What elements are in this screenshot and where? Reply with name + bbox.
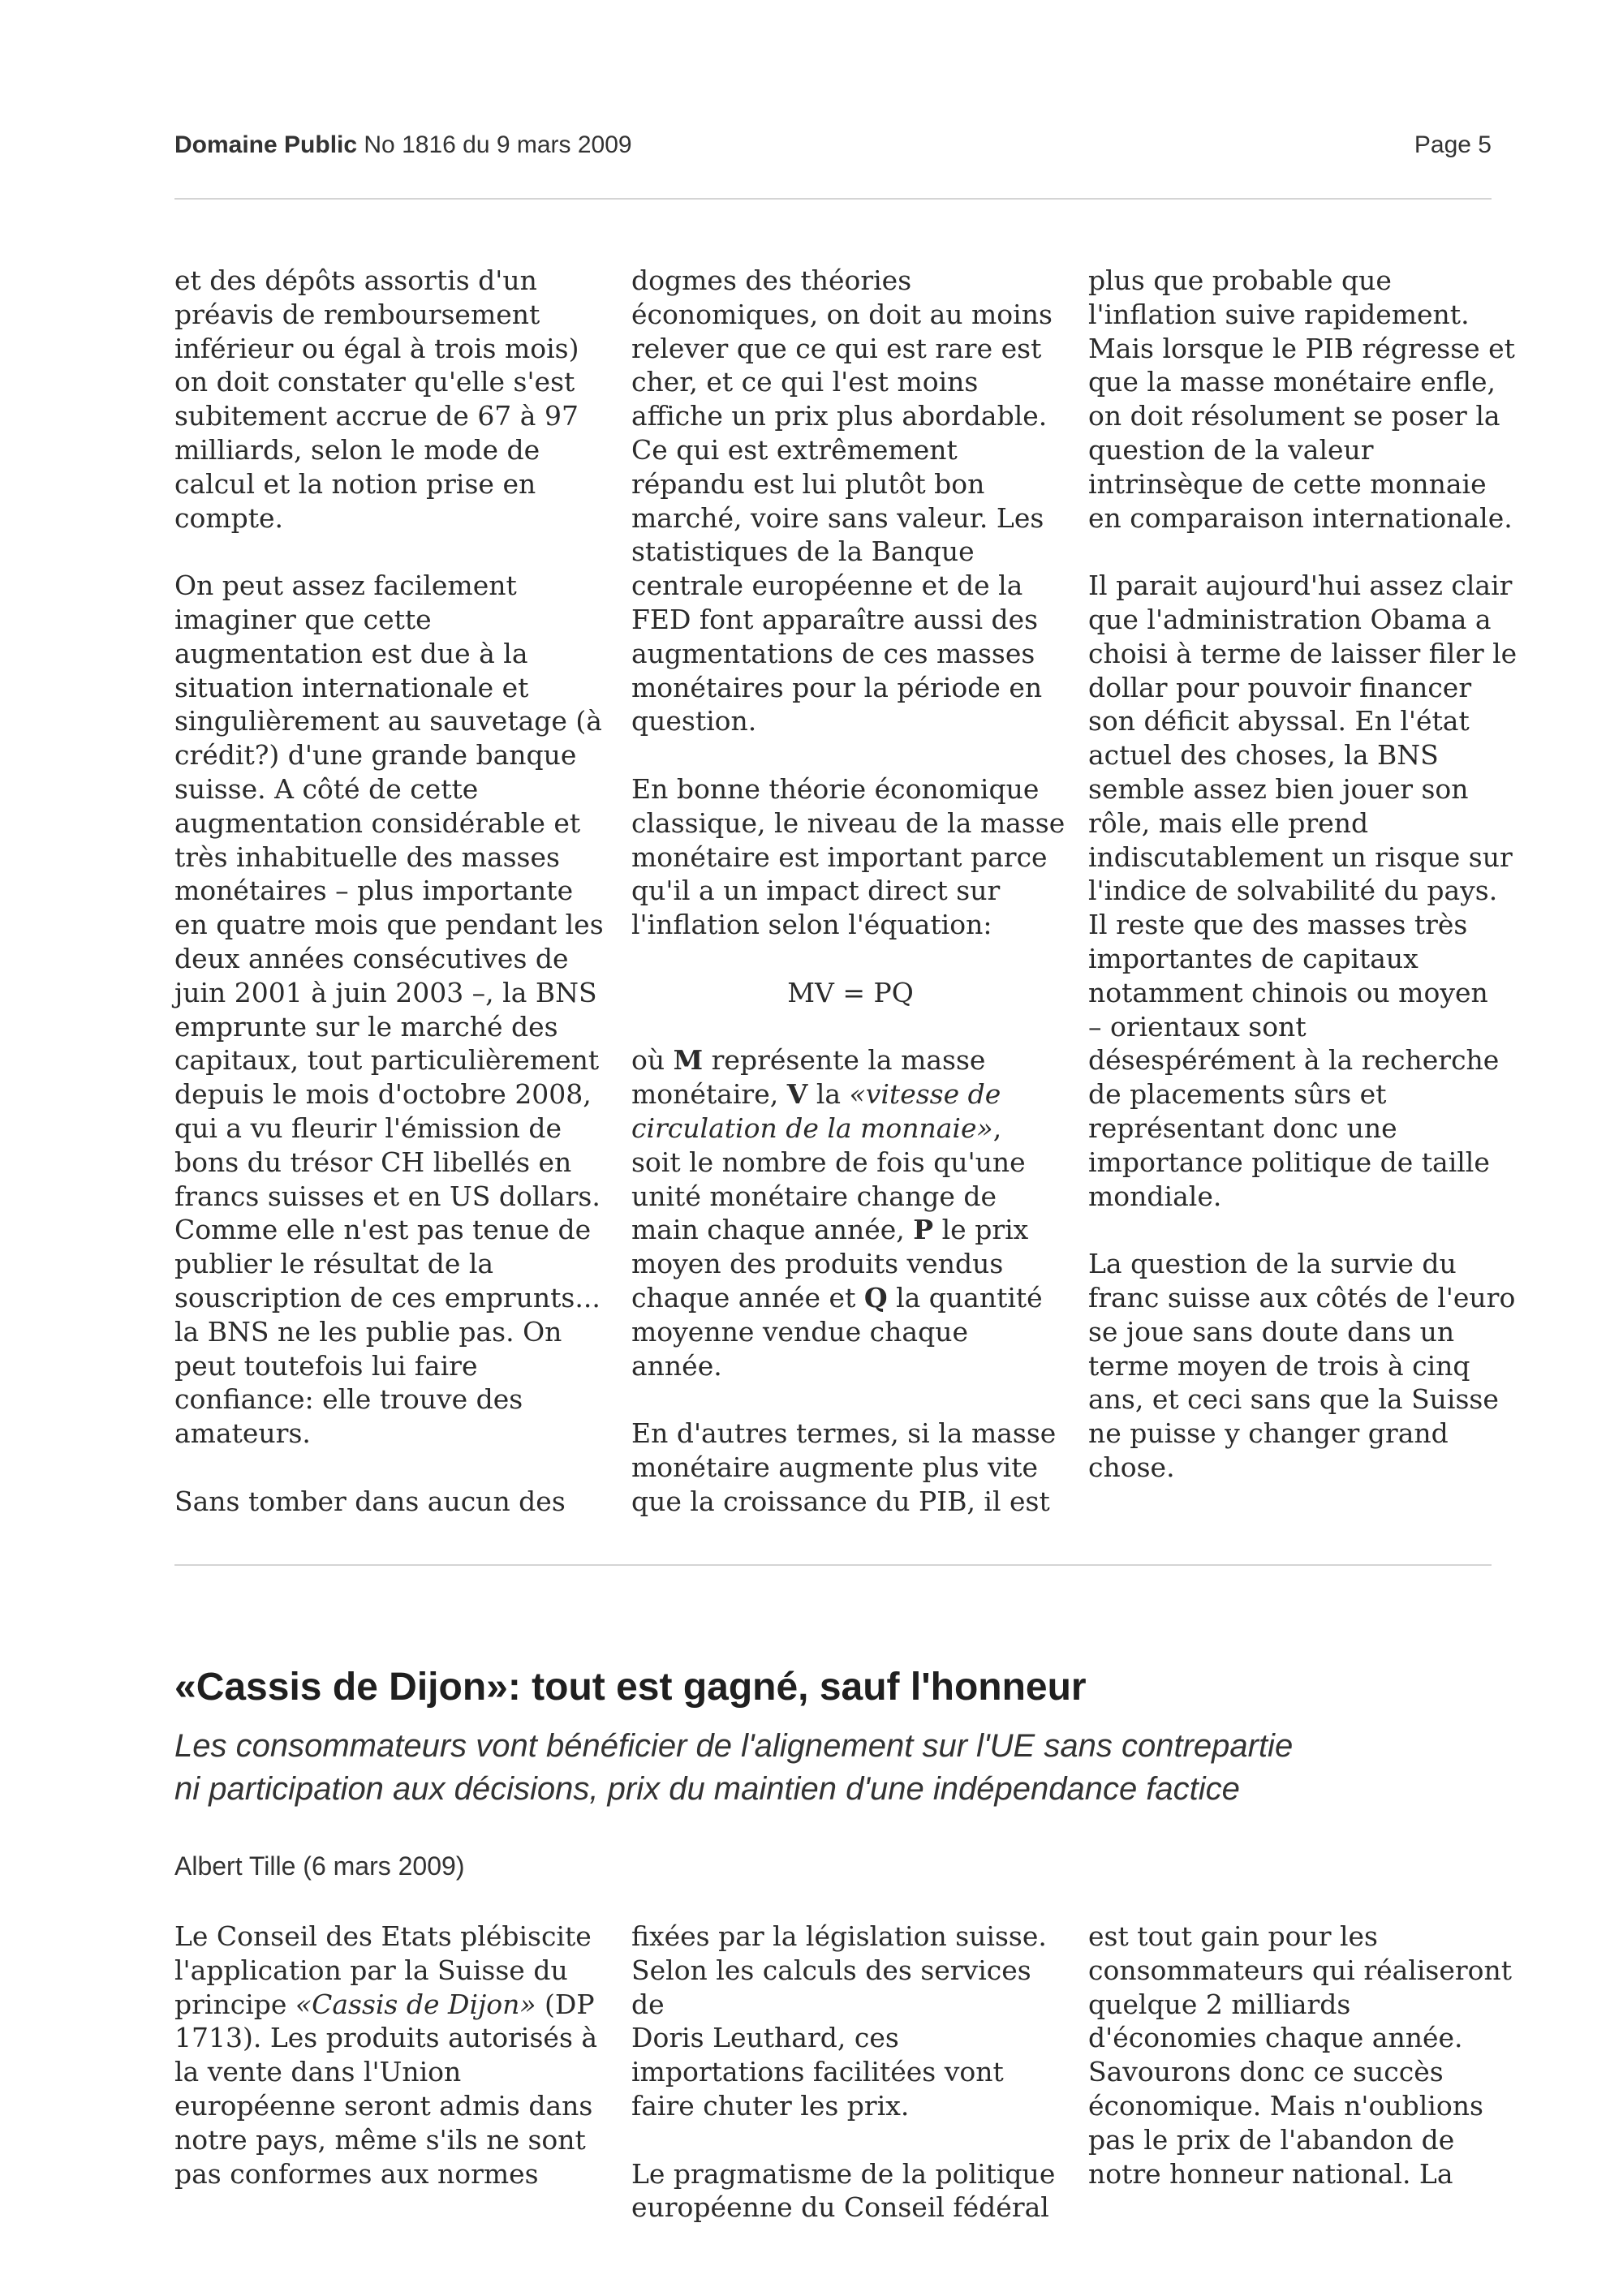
paragraph [174, 1485, 613, 1519]
text-run: est tout gain pour les consommateurs qui réaliseront quelque 2 milliards d'économies chaque année. Savourons donc ce succès économique. Mais n'oublions pas le prix de l'abandon de notre honneur national. La [1088, 1920, 1513, 2190]
paragraph [174, 569, 613, 1451]
paragraph [631, 264, 1070, 738]
text-run: , soit le nombre de fois qu'une unité monétaire change de main chaque année, [631, 1111, 1026, 1246]
text-run: MV = PQ [787, 976, 914, 1008]
paragraph [174, 264, 613, 535]
paragraph [1088, 569, 1526, 1213]
variable-term: P [913, 1214, 934, 1246]
text-run: où [631, 1044, 674, 1077]
text-run: dogmes des théories économiques, on doit au moins relever que ce qui est rare est cher, et ce qui l'est moins affiche un prix plus abordable. Ce qui est extrêmement répandu est lui plutôt bon marché, voire sans valeur. Les statistiques de la Banque centrale européenne et de la FED font apparaître aussi des augmentations de ces masses monétaires pour la période en question. [631, 264, 1053, 737]
paragraph [1088, 1920, 1526, 2191]
header-divider [174, 198, 1492, 200]
paragraph [631, 1417, 1070, 1518]
paragraph [631, 1043, 1070, 1382]
page-number: Page 5 [1414, 131, 1492, 158]
publication-name: Domaine Public [174, 131, 358, 158]
variable-term: M [673, 1044, 704, 1077]
page-header [174, 131, 1492, 164]
paragraph [631, 772, 1070, 942]
text-run: (DP 1713). Les produits autorisés à la vente dans l'Union européenne seront admis dans notre pays, même s'ils ne sont pas conformes aux normes [174, 1988, 598, 2190]
second-article-column-2 [631, 1920, 1070, 2225]
variable-term: Q [863, 1281, 888, 1314]
text-run: représente la masse monétaire, [631, 1044, 986, 1111]
paragraph [174, 1920, 613, 2191]
paragraph [1088, 264, 1526, 535]
article-title: «Cassis de Dijon»: tout est gagné, sauf l'honneur [174, 1666, 1087, 1709]
article-byline: Albert Tille (6 mars 2009) [174, 1851, 465, 1881]
paragraph [631, 1920, 1070, 2123]
article-subtitle: Les consommateurs vont bénéficier de l'alignement sur l'UE sans contrepartie ni participation aux décisions, prix du maintien d'une indépendance factice [174, 1728, 1294, 1807]
text-run: Sans tomber dans aucun des [174, 1485, 566, 1517]
issue-info: No 1816 du 9 mars 2009 [364, 131, 632, 158]
text-run: plus que probable que l'inflation suive rapidement. Mais lorsque le PIB régresse et que la masse monétaire enfle, on doit résolument se poser la question de la valeur intrinsèque de cette monnaie en comparaison internationale. [1088, 264, 1515, 534]
text-run: En bonne théorie économique classique, le niveau de la masse monétaire est important parce qu'il a un impact direct sur l'inflation selon l'équation: [631, 772, 1065, 941]
top-article-column-3 [1088, 264, 1526, 1485]
text-run: la quantité moyenne vendue chaque année. [631, 1281, 1043, 1382]
text-run: Il parait aujourd'hui assez clair que l'administration Obama a choisi à terme de laisser filer le dollar pour pouvoir financer son déficit abyssal. En l'état actuel des choses, la BNS semble assez bien jouer son rôle, mais elle prend indiscutablement un risque sur l'indice de solvabilité du pays. Il reste que des masses très importantes de capitaux notamment chinois ou moyen – orientaux sont désespérément à la recherche de placements sûrs et représentant donc une importance politique de taille mondiale. [1088, 570, 1518, 1212]
emphasis-text: «vitesse de circulation de la monnaie» [631, 1078, 1001, 1144]
text-run: La question de la survie du franc suisse aux côtés de l'euro se joue sans doute dans un terme moyen de trois à cinq ans, et ceci sans que la Suisse ne puisse y changer grand chose. [1088, 1248, 1516, 1483]
article-divider [174, 1564, 1492, 1566]
formula [631, 976, 1070, 1010]
text-run: fixées par la législation suisse. Selon les calculs des services de Doris Leuthard, ces importations facilitées vont faire chuter les prix. [631, 1920, 1047, 2122]
text-run: la [807, 1078, 850, 1111]
text-run: Le pragmatisme de la politique européenne du Conseil fédéral [631, 2157, 1056, 2224]
text-run: et des dépôts assortis d'un préavis de remboursement inférieur ou égal à trois mois) on doit constater qu'elle s'est subitement accrue de 67 à 97 milliards, selon le mode de calcul et la notion prise en compte. [174, 264, 579, 534]
text-run: le prix moyen des produits vendus chaque année et [631, 1214, 1029, 1314]
emphasis-text: «Cassis de Dijon» [295, 1988, 536, 2020]
second-article-column-1 [174, 1920, 613, 2191]
second-article-column-3 [1088, 1920, 1526, 2191]
paragraph [1088, 1247, 1526, 1485]
top-article-column-1 [174, 264, 613, 1518]
text-run: En d'autres termes, si la masse monétaire augmente plus vite que la croissance du PIB, il est [631, 1417, 1057, 1517]
text-run: Le Conseil des Etats plébiscite l'application par la Suisse du principe [174, 1920, 592, 2020]
variable-term: V [786, 1078, 808, 1111]
top-article-column-2 [631, 264, 1070, 1518]
paragraph [631, 2157, 1070, 2225]
text-run: On peut assez facilement imaginer que cette augmentation est due à la situation internationale et singulièrement au sauvetage (à crédit?) d'une grande banque suisse. A côté de cette augmentation considérable et très inhabituelle des masses monétaires – plus importante en quatre mois que pendant les deux années consécutives de juin 2001 à juin 2003 –, la BNS emprunte sur le marché des capitaux, tout particulièrement depuis le mois d'octobre 2008, qui a vu fleurir l'émission de bons du trésor CH libellés en francs suisses et en US dollars. Comme elle n'est pas tenue de publier le résultat de la souscription de ces emprunts... la BNS ne les publie pas. On peut toutefois lui faire confiance: elle trouve des amateurs. [174, 570, 604, 1450]
